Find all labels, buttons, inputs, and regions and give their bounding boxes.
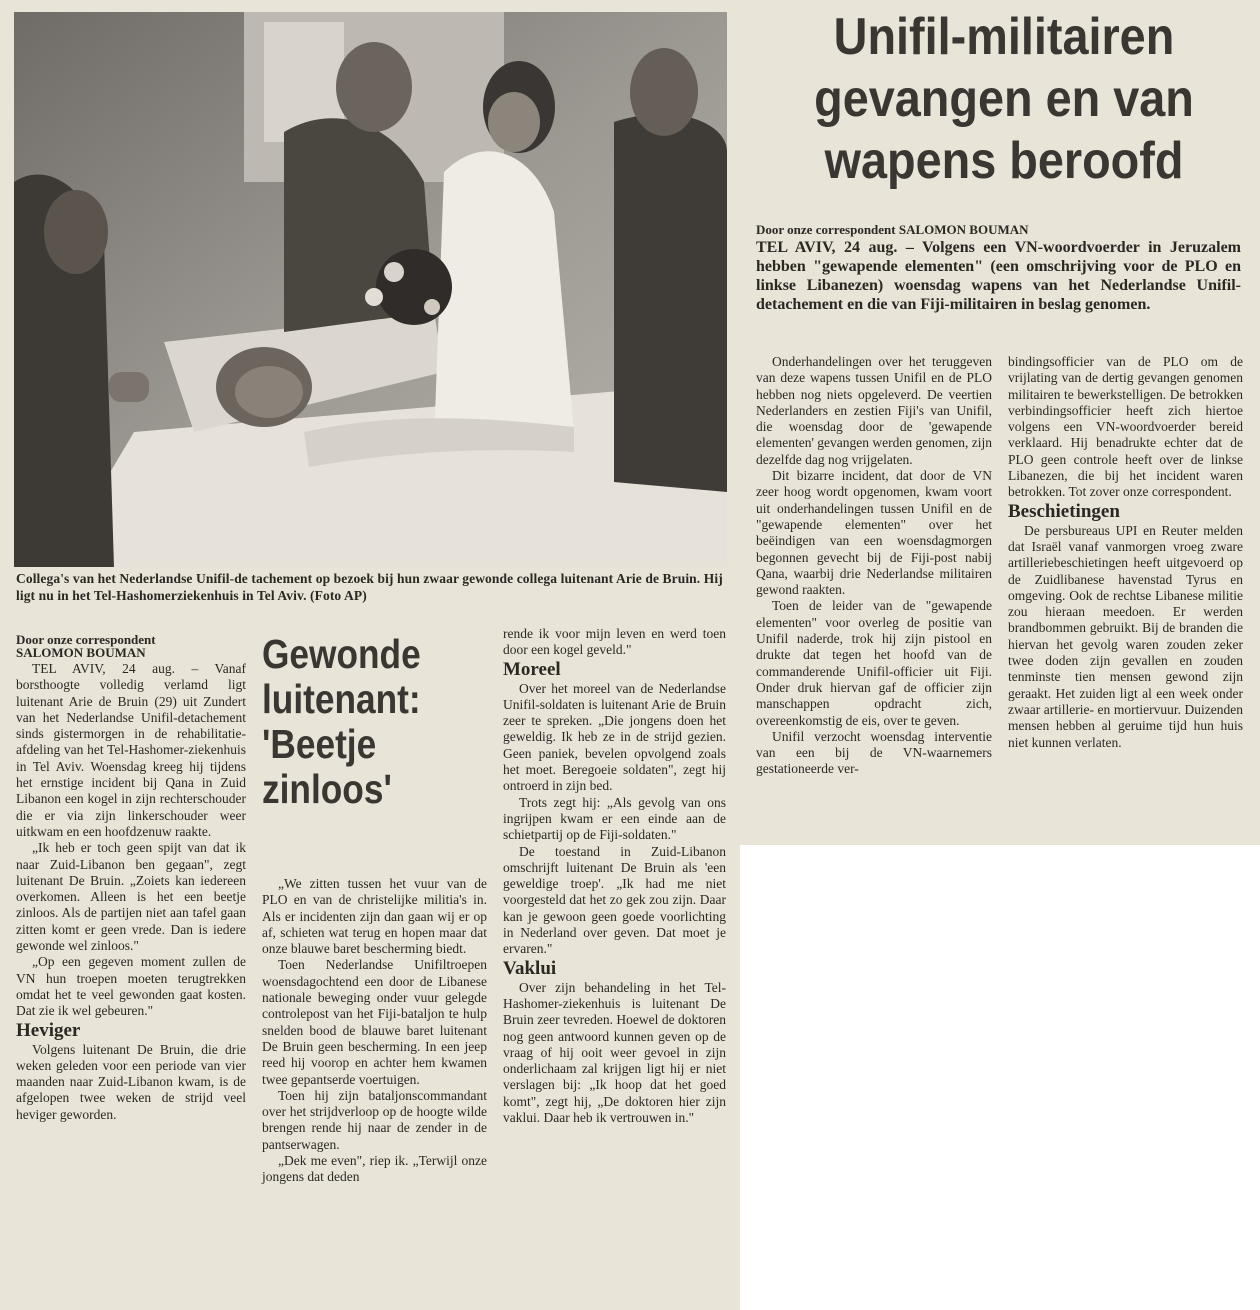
article1-headline: Gewonde luitenant: 'Beetje zinloos'	[262, 631, 421, 812]
article2-paragraph: Onderhandelingen over het teruggeven van deze wapens tussen Unifil en de PLO hebben nog niets opgeleverd. De veertien Nederlanders en zestien Fiji's van Unifil, die woensdag door de 'gewapende elementen' gevangen werden genomen, zijn dezelfde dag nog vrijgelaten.	[756, 354, 992, 467]
article1-paragraph: rende ik voor mijn leven en werd toen door een kogel geveld."	[503, 626, 726, 658]
article1-paragraph: „Dek me even", riep ik. „Terwijl onze jongens dat deden	[262, 1153, 487, 1185]
article1-paragraph: TEL AVIV, 24 aug. – Vanaf borsthoogte volledig verlamd ligt luitenant Arie de Bruin (29) uit Zundert van het Nederlandse Unifil-detachement sinds gistermorgen in de rehabilitatie-afdeling van het Tel-Hashomer-ziekenhuis in Tel Aviv. Woensdag kreeg hij tijdens het ernstige incident bij Qana in Zuid Libanon een kogel in zijn rechterschouder die er via zijn linkerschouder weer uitkwam en een hoofdzenuw raakte.	[16, 661, 246, 839]
article2-paragraph: Dit bizarre incident, dat door de VN zeer hoog wordt opgenomen, kwam voort uit onderhandelingen tussen Unifil en de "gewapende elementen" over het beëindigen van een woensdagmorgen begonnen gevecht bij de Fiji-post nabij Qana, waarbij drie Nederlandse militairen gewond raakten.	[756, 468, 992, 598]
article1-byline-name: SALOMON BOUMAN	[16, 645, 146, 660]
article2-column-2	[1008, 354, 1243, 751]
article1-paragraph: Over zijn behandeling in het Tel-Hashomer-ziekenhuis is luitenant De Bruin zeer tevreden. Hoewel de doktoren nog geen antwoord kunnen geven op de vraag of hij ooit weer gevoel in zijn onderlichaam zal krijgen ligt hij er niet verslagen bij: „Ik hoop dat het goed komt", zegt hij, „De doktoren hier zijn vaklui. Daar heb ik vertrouwen in."	[503, 979, 726, 1126]
article2-intro	[756, 222, 1241, 314]
hospital-photo	[14, 12, 727, 567]
subheading-vaklui: Vaklui	[503, 957, 557, 979]
article1-paragraph: Volgens luitenant De Bruin, die drie weken geleden voor een periode van vier maanden naar Zuid-Libanon kwam, is de afgelopen twee weken de strijd veel heviger geworden.	[16, 1041, 246, 1122]
article2-byline: Door onze correspondent SALOMON BOUMAN	[756, 222, 1029, 237]
article1-column-2	[262, 876, 487, 1186]
article2-headline: Unifil-militairen gevangen en van wapens beroofd	[814, 8, 1194, 190]
article1-paragraph: De toestand in Zuid-Libanon omschrijft luitenant De Bruin als 'een geweldige troep'. „Ik had me niet voorgesteld dat het zo gek zou zijn. Daar kan je gewoon geen goede voorlichting in Nederland over geven. Dat moet je ervaren."	[503, 843, 726, 957]
photo-caption: Collega's van het Nederlandse Unifil-de tachement op bezoek bij hun zwaar gewonde collega luitenant Arie de Bruin. Hij ligt nu in het Tel-Hashomerziekenhuis in Tel Aviv. (Foto AP)	[16, 571, 723, 603]
article2-paragraph: Unifil verzocht woensdag interventie van een bij de VN-waarnemers gestationeerde ver-	[756, 728, 992, 777]
hospital-photo-image	[14, 12, 727, 567]
article2-paragraph: Toen de leider van de "gewapende elementen" voor overleg de positie van Unifil naderde, trok hij zijn pistool en drukte dat tegen het hoofd van de commanderende Unifil-officier uit Fiji. Onder druk hiervan gaf de officier zijn manschappen opdracht zich, overeenkomstig de eis, over te geven.	[756, 598, 992, 728]
subheading-heviger: Heviger	[16, 1019, 81, 1041]
article1-paragraph: Toen hij zijn bataljonscommandant over het strijdverloop op de hoogte wilde brengen rende hij naar de zender in de pantserwagen.	[262, 1087, 487, 1152]
article2-paragraph: De persbureaus UPI en Reuter melden dat Israël vanaf vanmorgen vroeg zware artilleriebeschietingen heeft uitgevoerd op de Zuidlibanese havenstad Tyrus en omgeving. Ook de rechtse Libanese militie zou hieraan meedoen. Er werden brandbommen gebruikt. Bij de branden die hiervan het gevolg waren zouden zeker twee doden zijn gevallen en zouden tenminste tien mensen gewond zijn geraakt. Het zuiden ligt al een week onder zwaar artillerie- en mortiervuur. Duizenden mensen hebben al geruime tijd hun huis niet kunnen verlaten.	[1008, 522, 1243, 750]
article2-column-1	[756, 354, 992, 778]
subheading-moreel: Moreel	[503, 658, 561, 680]
article1-paragraph: Toen Nederlandse Unifiltroepen woensdagochtend een door de Libanese nationale beweging onder vuur gelegde controlepost van het Fiji-bataljon te hulp snelden bood de blauwe baret luitenant De Bruin geen bescherming. In een jeep reed hij voorop en achter hem kwamen twee gepantserde voertuigen.	[262, 957, 487, 1087]
article2-lead: TEL AVIV, 24 aug. – Volgens een VN-woordvoerder in Jeruzalem hebben "gewapende elementen" (een omschrijving voor de PLO en linkse Libanezen) woensdag wapens van het Nederlandse Unifil-detachement en die van Fiji-militairen in beslag genomen.	[756, 239, 1241, 313]
article1-column-1	[16, 632, 246, 1123]
subheading-beschietingen: Beschietingen	[1008, 500, 1120, 522]
article1-paragraph: Over het moreel van de Nederlandse Unifil-soldaten is luitenant Arie de Bruin zeer te spreken. „Die jongens doen het geweldig. Ik heb ze in de strijd gezien. Geen paniek, bevelen opvolgend zoals het moet. Beregoeie soldaten", zegt hij ontroerd in zijn bed.	[503, 680, 726, 794]
article1-column-3	[503, 626, 726, 1126]
article1-paragraph: Trots zegt hij: „Als gevolg van ons ingrijpen kwam er een einde aan de schietpartij op de Fiji-soldaten."	[503, 794, 726, 843]
article1-byline-label: Door onze correspondent	[16, 632, 156, 647]
article2-paragraph: bindingsofficier van de PLO om de vrijlating van de dertig gevangen genomen militairen te bewerkstelligen. De betrokken verbindingsofficier heeft zich hiertoe volgens een VN-woordvoerder bereid verklaard. Hij benadrukte echter dat de PLO geen controle heeft over de linkse Libanezen, die bij het incident waren betrokken. Tot zover onze correspondent.	[1008, 354, 1243, 500]
article1-paragraph: „Ik heb er toch geen spijt van dat ik naar Zuid-Libanon ben gegaan", zegt luitenant De Bruin. „Zoiets kan iedereen overkomen. Alleen is het een beetje zinloos. Als de partijen niet aan tafel gaan zitten komt er geen vrede. Dan is iedere gewonde wel zinloos."	[16, 840, 246, 954]
article1-paragraph: „We zitten tussen het vuur van de PLO en van de christelijke militia's in. Als er incidenten zijn dan gaan wij er op af, schieten wat terug en hopen maar dat onze blauwe baret bescherming biedt.	[262, 876, 487, 957]
article1-paragraph: „Op een gegeven moment zullen de VN hun troepen moeten terugtrekken omdat het te veel gewonden gaat kosten. Dat zie ik wel gebeuren."	[16, 954, 246, 1019]
